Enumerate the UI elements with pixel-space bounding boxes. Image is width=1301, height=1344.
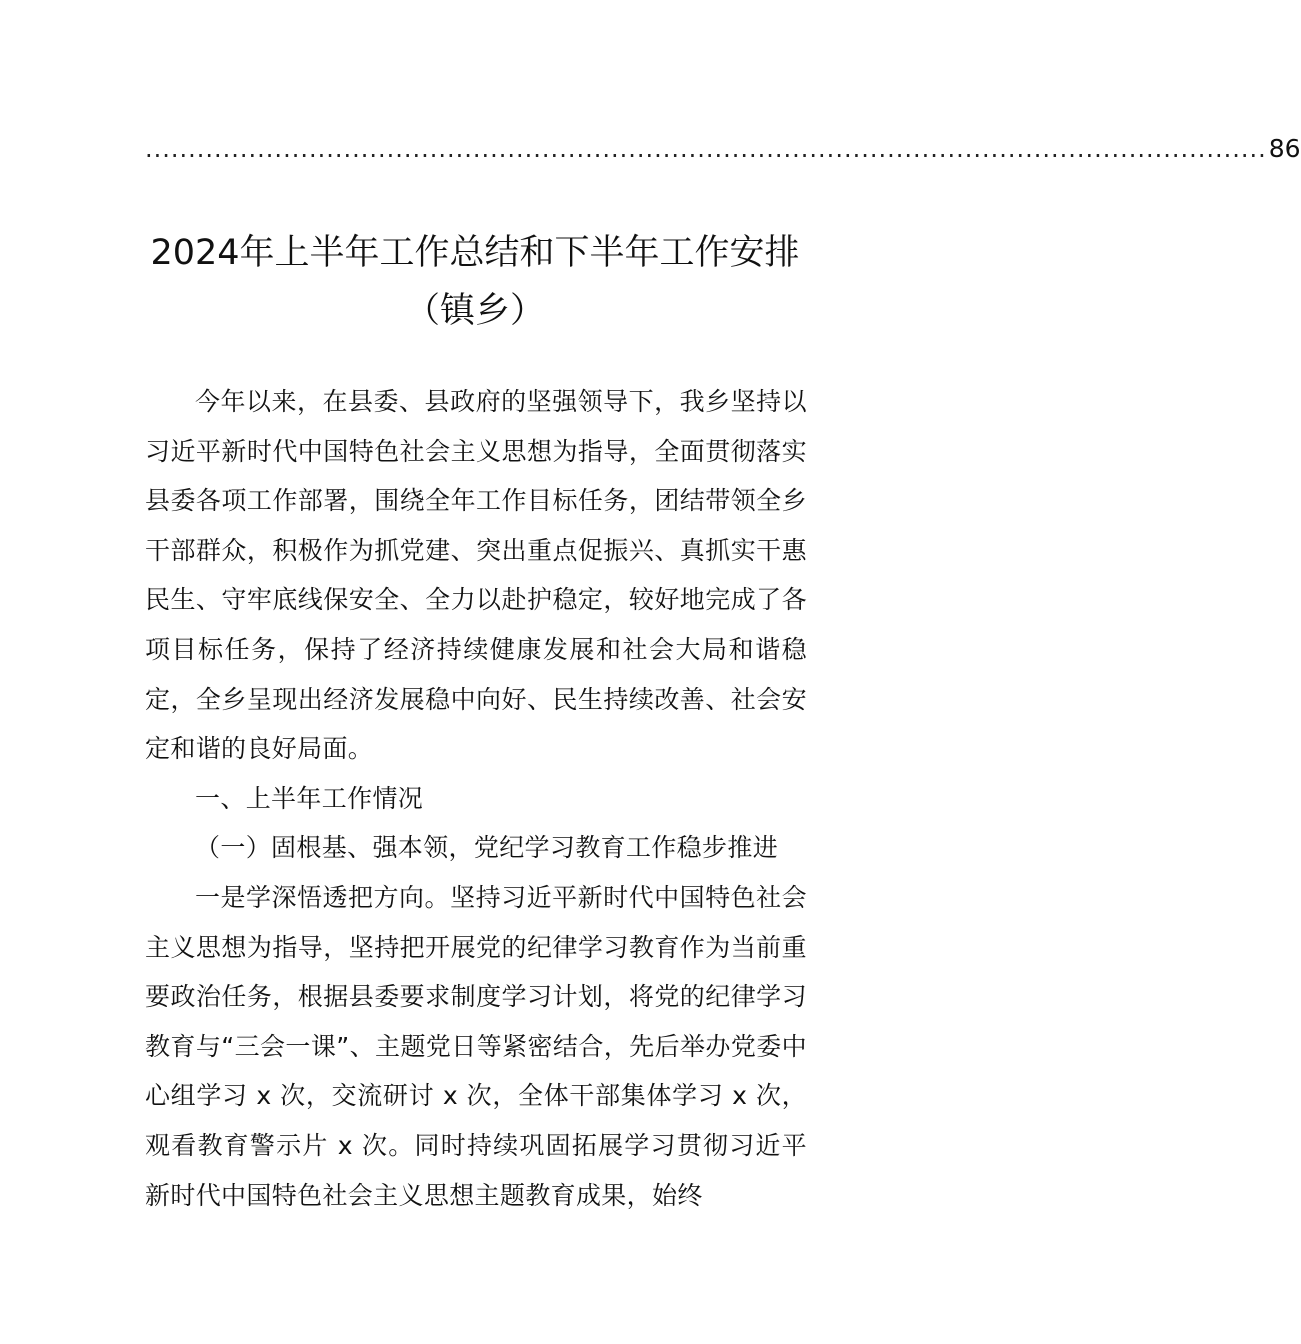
toc-entry [145,132,1301,166]
document-body [145,377,807,1220]
section-heading: 一、上半年工作情况 [195,783,424,813]
paragraph-point-one: 一是学深悟透把方向。坚持习近平新时代中国特色社会主义思想为指导，坚持把开展党的纪律学习教育作为当前重要政治任务，根据县委要求制度学习计划，将党的纪律学习教育与“三会一课”、主题党日等紧密结合，先后举办党委中心组学习 x 次，交流研讨 x 次，全体干部集体学习 x 次，观看教育警示片 x 次。同时持续巩固拓展学习贯彻习近平新时代中国特色社会主义思想主题教育成果，始终 [145,882,807,1210]
title-line-2: （镇乡） [404,291,545,331]
paragraph-intro: 今年以来，在县委、县政府的坚强领导下，我乡坚持以习近平新时代中国特色社会主义思想为指导，全面贯彻落实县委各项工作部署，围绕全年工作目标任务，团结带领全乡干部群众，积极作为抓党建、突出重点促振兴、真抓实干惠民生、守牢底线保安全、全力以赴护稳定，较好地完成了各项目标任务，保持了经济持续健康发展和社会大局和谐稳定，全乡呈现出经济发展稳中向好、民生持续改善、社会安定和谐的良好局面。 [145,387,807,764]
document-title [120,224,830,340]
toc-page-number: 86 [1268,134,1301,163]
subsection-heading: （一）固根基、强本领，党纪学习教育工作稳步推进 [195,833,779,863]
toc-leader-dots: .................................................................................................................................. [145,135,1267,163]
title-line-1: 2024年上半年工作总结和下半年工作安排 [150,233,800,273]
